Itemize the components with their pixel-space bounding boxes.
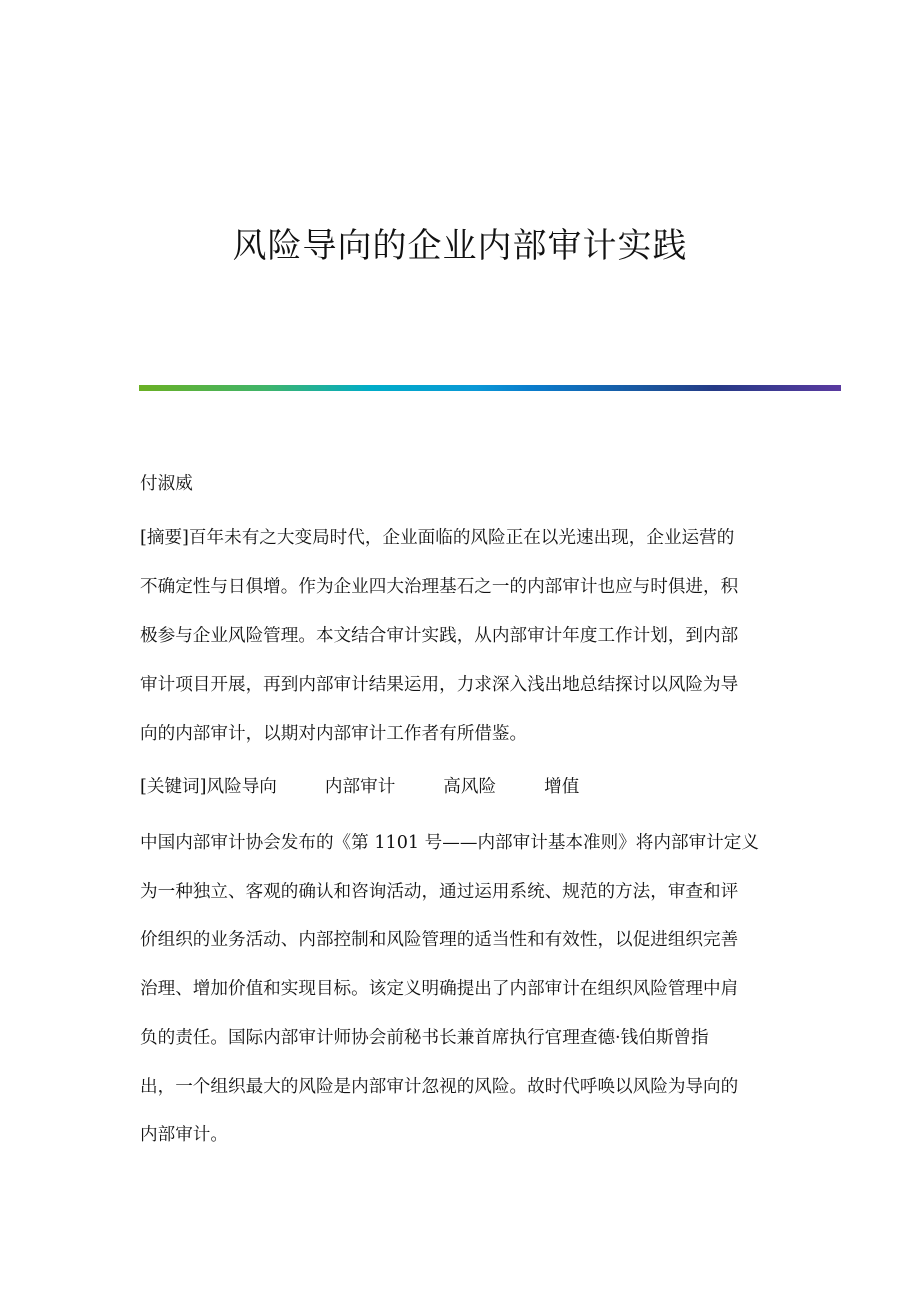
keyword: 高风险 — [443, 777, 497, 797]
keyword: 风险导向 — [206, 777, 277, 797]
abstract-line: 审计项目开展，再到内部审计结果运用，力求深入浅出地总结探讨以风险为导 — [140, 675, 739, 695]
gradient-divider — [139, 385, 841, 391]
document-title: 风险导向的企业内部审计实践 — [232, 226, 688, 266]
abstract-line: 极参与企业风险管理。本文结合审计实践，从内部审计年度工作计划，到内部 — [140, 626, 739, 646]
abstract-line: 不确定性与日俱增。作为企业四大治理基石之一的内部审计也应与时俱进，积 — [140, 577, 739, 597]
keywords — [140, 776, 579, 798]
keyword: 内部审计 — [324, 777, 396, 797]
body-line: 内部审计。 — [140, 1125, 228, 1145]
body-line: 治理、增加价值和实现目标。该定义明确提出了内部审计在组织风险管理中肩 — [140, 979, 739, 999]
body-line: 价组织的业务活动、内部控制和风险管理的适当性和有效性，以促进组织完善 — [140, 930, 739, 950]
author: 付淑威 — [140, 474, 193, 494]
keyword: 增值 — [544, 777, 580, 797]
body-line: 为一种独立、客观的确认和咨询活动，通过运用系统、规范的方法，审查和评 — [140, 882, 739, 902]
keywords-label: [关键词] — [140, 777, 207, 797]
body-line: 出，一个组织最大的风险是内部审计忽视的风险。故时代呼唤以风险为导向的 — [140, 1077, 739, 1097]
body-line: 负的责任。国际内部审计师协会前秘书长兼首席执行官理查德·钱伯斯曾指 — [140, 1028, 709, 1048]
abstract-line: [摘要]百年未有之大变局时代，企业面临的风险正在以光速出现，企业运营的 — [140, 528, 735, 548]
body-line: 中国内部审计协会发布的《第 1101 号——内部审计基本准则》将内部审计定义 — [140, 833, 759, 853]
abstract-line: 向的内部审计，以期对内部审计工作者有所借鉴。 — [140, 724, 528, 744]
